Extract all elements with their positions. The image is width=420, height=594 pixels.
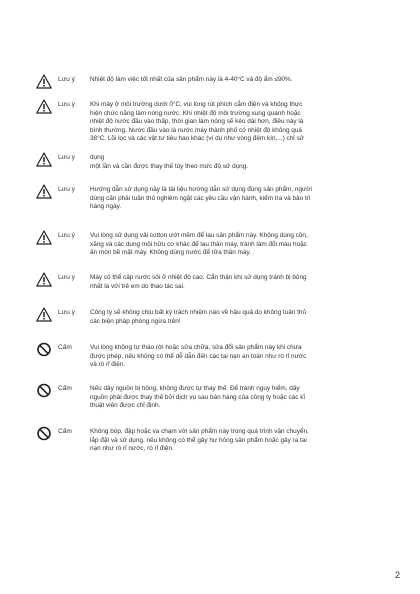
notice-text-line: các biện pháp phòng ngừa trên!: [90, 317, 181, 325]
notice-text-line: và rò rỉ điện.: [90, 361, 126, 369]
notice-text-line: Nếu dây nguồn bị hỏng, không được tự thay thế. Để tránh nguy hiểm, dây: [90, 385, 300, 392]
prohibited-icon: [36, 383, 52, 398]
notice-text: [90, 428, 386, 454]
notice-text-line: thuật viên được chỉ định.: [90, 402, 161, 410]
prohibited-icon: [36, 342, 52, 357]
notice-label: Lưu ý: [58, 76, 75, 83]
notice-text-line: dùng cần phải tuân thủ nghiêm ngặt các yêu cầu vận hành, kiểm tra và bảo trì: [90, 194, 311, 202]
notice-text-line: hiện chức năng làm nóng nước. Khi nhiệt độ môi trường xung quanh hoặc: [90, 109, 301, 117]
warning-triangle-icon: [36, 307, 52, 322]
notice-text-line: ăn mòn bề mặt máy. Không dùng nước để rửa thân máy.: [90, 249, 252, 257]
notice-text: [90, 101, 386, 144]
warning-triangle-icon: [36, 272, 52, 287]
notice-text-line: Không bóp, đập hoặc va chạm với sản phẩm này trong quá trình vận chuyển,: [90, 428, 309, 435]
notice-text-line: xăng và các dung môi hữu cơ khác để lau thân máy, tránh làm đổi màu hoặc: [90, 240, 307, 248]
page-number: 2: [394, 570, 400, 580]
notice-label: Cấm: [58, 428, 72, 435]
notice-text-line: được phép, nếu không có thể dễ dẫn đến các tai nạn an toàn như rò rỉ nước: [90, 352, 307, 360]
notice-text-line: dụng: [90, 154, 105, 161]
notice-text: [90, 76, 386, 85]
notice-text: [90, 344, 386, 370]
notice-text-line: bình thường. Nước đầu vào là nước máy thành phố có nhiệt độ không quá: [90, 126, 302, 134]
notice-text-line: Vui lòng không tự tháo rời hoặc sửa chữa, sửa đổi sản phẩm này khi chưa: [90, 344, 302, 351]
notice-label: Lưu ý: [58, 101, 75, 108]
prohibited-icon: [36, 426, 52, 441]
notice-label: Lưu ý: [58, 274, 75, 281]
notice-text-line: 38°C. Lõi lọc và các vật tư tiêu hao khác (ví dụ như vòng đệm kín,...) chỉ sử: [90, 135, 304, 143]
notice-text: [90, 232, 386, 258]
notice-label: Lưu ý: [58, 232, 75, 239]
notice-text: [90, 186, 386, 212]
notice-label: Lưu ý: [58, 186, 75, 193]
notice-text-line: Máy có thể cấp nước sôi ở nhiệt độ cao. Cẩn thận khi sử dụng tránh bị bỏng: [90, 274, 307, 281]
notice-label: Cấm: [58, 344, 72, 351]
notice-text-line: hàng ngày.: [90, 203, 122, 211]
notice-text-line: Vui lòng sử dụng vải cotton ướt mềm để lau sản phẩm này. Không dùng cồn,: [90, 232, 308, 239]
notice-text-line: nhất là với trẻ em do thao tác sai.: [90, 282, 185, 290]
notice-label: Lưu ý: [58, 154, 75, 161]
warning-triangle-icon: [36, 74, 52, 89]
notice-text-line: nguồn phải được thay thế bởi dịch vụ sau bán hàng của công ty hoặc các kĩ: [90, 393, 306, 401]
notice-text-line: Hướng dẫn sử dụng này là tài liệu hướng dẫn sử dụng đúng sản phẩm, người: [90, 186, 312, 193]
notice-text-line: Công ty sẽ không chịu bất kỳ trách nhiệm nào về hậu quả do không tuân thủ: [90, 309, 307, 316]
notice-text-line: Nhiệt độ làm việc tốt nhất của sản phẩm này là 4-40°C và độ ẩm ≤90%.: [90, 76, 293, 83]
notice-text-line: Khi máy ở môi trường dưới 0°C, vui lòng rút phích cắm điện và không thực: [90, 101, 303, 108]
notice-label: Cấm: [58, 385, 72, 392]
notice-text: [90, 274, 386, 291]
warning-triangle-icon: [36, 152, 52, 167]
notice-text-line: một lần và cần được thay thế tùy theo mức độ sử dụng.: [90, 162, 249, 170]
notice-text: [90, 309, 386, 326]
notice-text: [90, 385, 386, 411]
notice-text-line: nhiệt độ nước đầu vào thấp, thời gian làm nóng sẽ kéo dài hơn, điều này là: [90, 118, 304, 126]
notice-text: [90, 154, 386, 171]
notice-text-line: lắp đặt và sử dụng, nếu không có thể gây hư hỏng sản phẩm hoặc gây ra tai: [90, 436, 307, 444]
warning-triangle-icon: [36, 230, 52, 245]
warning-triangle-icon: [36, 184, 52, 199]
notice-label: Lưu ý: [58, 309, 75, 316]
warning-triangle-icon: [36, 99, 52, 114]
notice-text-line: nạn như rò rỉ nước, rò rỉ điện.: [90, 445, 174, 453]
